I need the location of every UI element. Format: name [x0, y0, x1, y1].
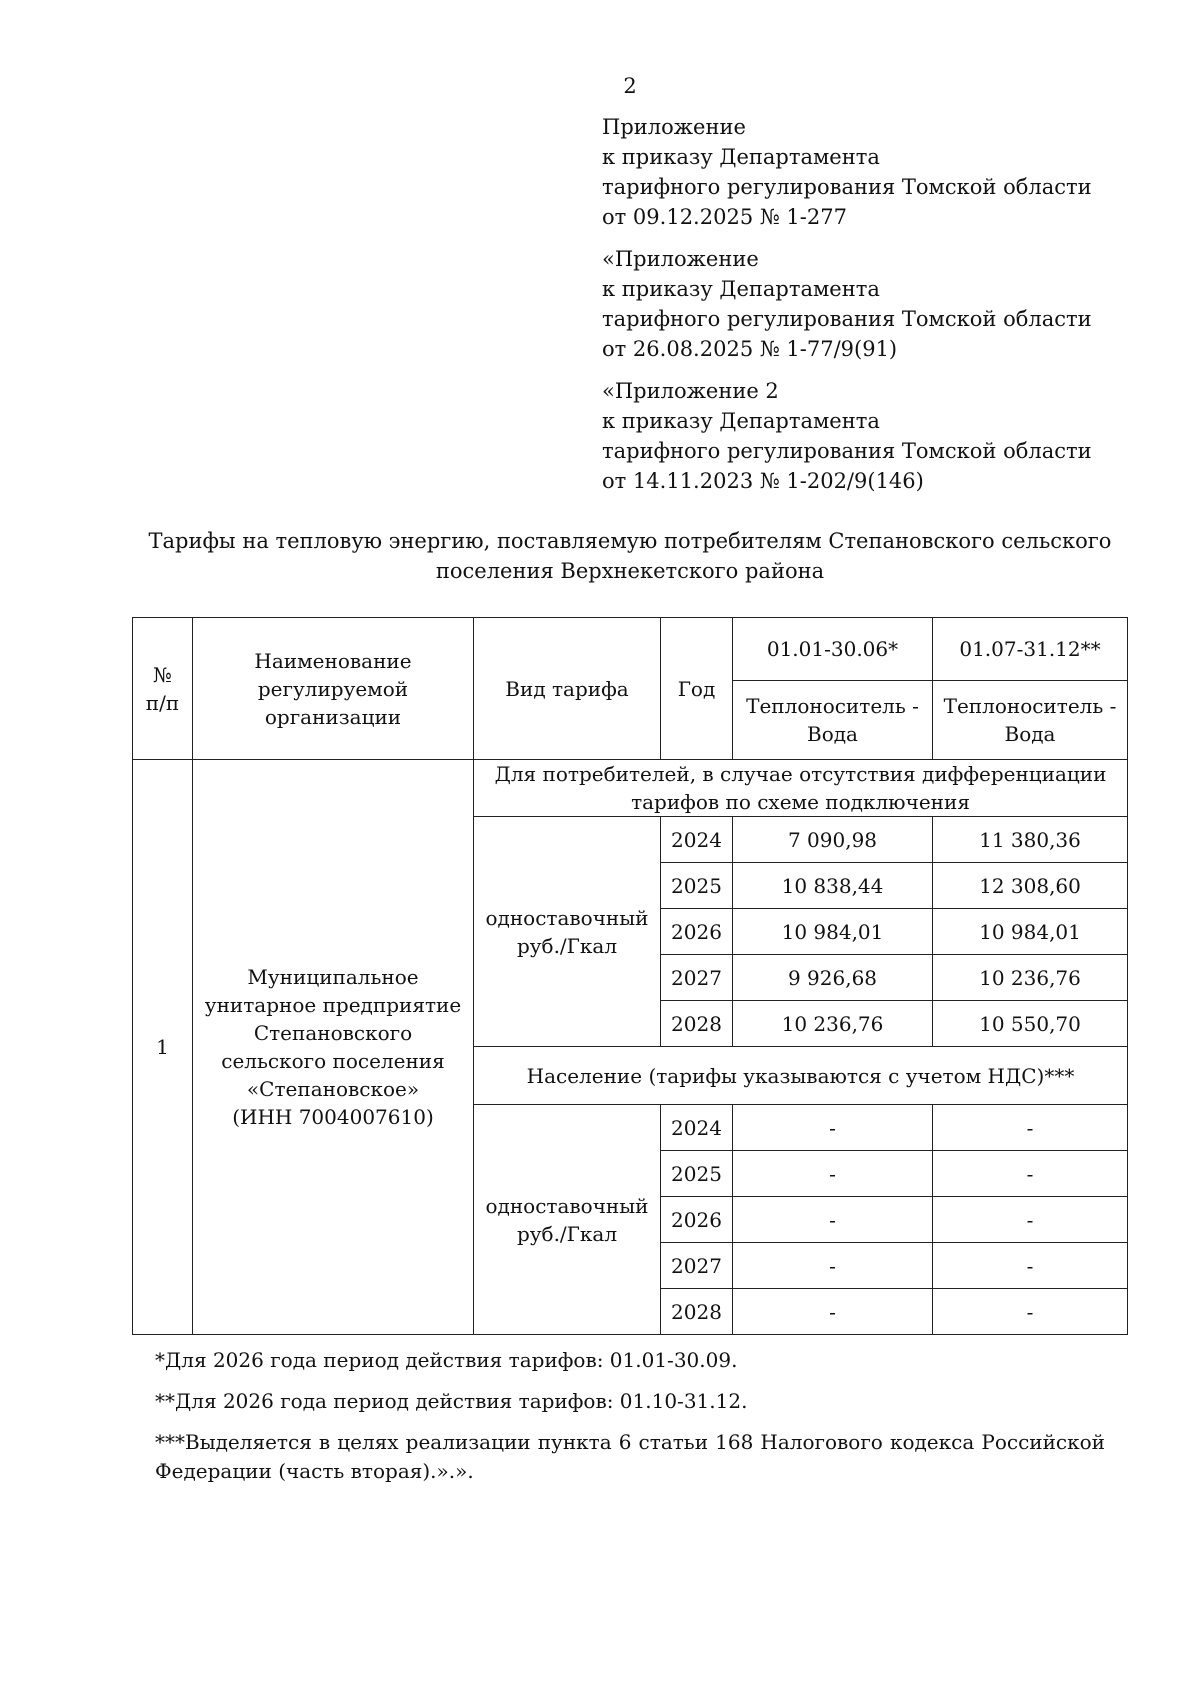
tariff-value-cell: -: [733, 1151, 933, 1197]
tariff-value-cell: -: [733, 1105, 933, 1151]
approval-line: «Приложение: [602, 247, 759, 271]
year-cell: 2027: [661, 955, 733, 1001]
header-row-1: [133, 618, 1128, 681]
approval-line: тарифного регулирования Томской области: [602, 307, 1092, 331]
footnotes: [155, 1346, 1105, 1498]
approval-stamps: [602, 112, 1162, 508]
footnote-3: ***Выделяется в целях реализации пункта 6 статьи 168 Налогового кодекса Российской Федерации (часть вторая).».».: [155, 1430, 1105, 1483]
title-line: Тарифы на тепловую энергию, поставляемую потребителям Степановского сельского: [148, 529, 1112, 553]
year-cell: 2026: [661, 1197, 733, 1243]
year-cell: 2028: [661, 1001, 733, 1047]
tariff-value-cell: -: [933, 1289, 1128, 1335]
tariff-value-cell: -: [933, 1105, 1128, 1151]
header-tariff-type: Вид тарифа: [474, 618, 661, 760]
document-title: [110, 526, 1150, 586]
tariff-value-cell: -: [733, 1243, 933, 1289]
year-cell: 2025: [661, 1151, 733, 1197]
tariff-value-cell: 10 984,01: [733, 909, 933, 955]
year-cell: 2027: [661, 1243, 733, 1289]
approval-line: от 14.11.2023 № 1-202/9(146): [602, 469, 924, 493]
tariff-value-cell: -: [933, 1197, 1128, 1243]
tariff-value-cell: 12 308,60: [933, 863, 1128, 909]
approval-block-3: [602, 376, 1162, 496]
page-number: 2: [623, 74, 637, 98]
tariff-type-cell: одноставочный руб./Гкал: [474, 1105, 661, 1335]
title-line: поселения Верхнекетского района: [435, 559, 825, 583]
tariff-value-cell: 11 380,36: [933, 817, 1128, 863]
approval-line: от 26.08.2025 № 1-77/9(91): [602, 337, 898, 361]
tariff-value-cell: 10 236,76: [733, 1001, 933, 1047]
year-cell: 2025: [661, 863, 733, 909]
approval-line: к приказу Департамента: [602, 277, 880, 301]
tariff-value-cell: 9 926,68: [733, 955, 933, 1001]
header-carrier-1: Теплоноситель - Вода: [733, 681, 933, 760]
approval-line: к приказу Департамента: [602, 145, 880, 169]
tariff-value-cell: -: [733, 1289, 933, 1335]
approval-line: от 09.12.2025 № 1-277: [602, 205, 847, 229]
tariff-type-cell: одноставочный руб./Гкал: [474, 817, 661, 1047]
approval-line: к приказу Департамента: [602, 409, 880, 433]
header-period-1: 01.01-30.06*: [733, 618, 933, 681]
header-carrier-2: Теплоноситель - Вода: [933, 681, 1128, 760]
year-cell: 2028: [661, 1289, 733, 1335]
header-period-2: 01.07-31.12**: [933, 618, 1128, 681]
section-heading: Для потребителей, в случае отсутствия дифференциации тарифов по схеме подключения: [474, 760, 1128, 817]
footnote-2: **Для 2026 года период действия тарифов: 01.10-31.12.: [155, 1389, 748, 1413]
approval-line: «Приложение 2: [602, 379, 779, 403]
year-cell: 2026: [661, 909, 733, 955]
approval-line: Приложение: [602, 115, 746, 139]
approval-block-1: [602, 112, 1162, 232]
row-number: 1: [133, 760, 193, 1335]
year-cell: 2024: [661, 1105, 733, 1151]
header-num: № п/п: [133, 618, 193, 760]
approval-line: тарифного регулирования Томской области: [602, 439, 1092, 463]
tariff-value-cell: -: [733, 1197, 933, 1243]
year-cell: 2024: [661, 817, 733, 863]
section-heading-row: [133, 760, 1128, 817]
tariff-value-cell: 10 236,76: [933, 955, 1128, 1001]
organization-name: Муниципальное унитарное предприятие Степановского сельского поселения «Степановское» (ИНН 7004007610): [193, 760, 474, 1335]
header-organization: Наименование регулируемой организации: [193, 618, 474, 760]
tariff-value-cell: 10 984,01: [933, 909, 1128, 955]
tariff-value-cell: -: [933, 1151, 1128, 1197]
section-heading: Население (тарифы указываются с учетом НДС)***: [474, 1047, 1128, 1105]
tariff-value-cell: -: [933, 1243, 1128, 1289]
tariff-table: [132, 617, 1128, 1335]
tariff-value-cell: 10 838,44: [733, 863, 933, 909]
approval-block-2: [602, 244, 1162, 364]
tariff-value-cell: 7 090,98: [733, 817, 933, 863]
header-year: Год: [661, 618, 733, 760]
approval-line: тарифного регулирования Томской области: [602, 175, 1092, 199]
tariff-value-cell: 10 550,70: [933, 1001, 1128, 1047]
footnote-1: *Для 2026 года период действия тарифов: 01.01-30.09.: [155, 1348, 738, 1372]
